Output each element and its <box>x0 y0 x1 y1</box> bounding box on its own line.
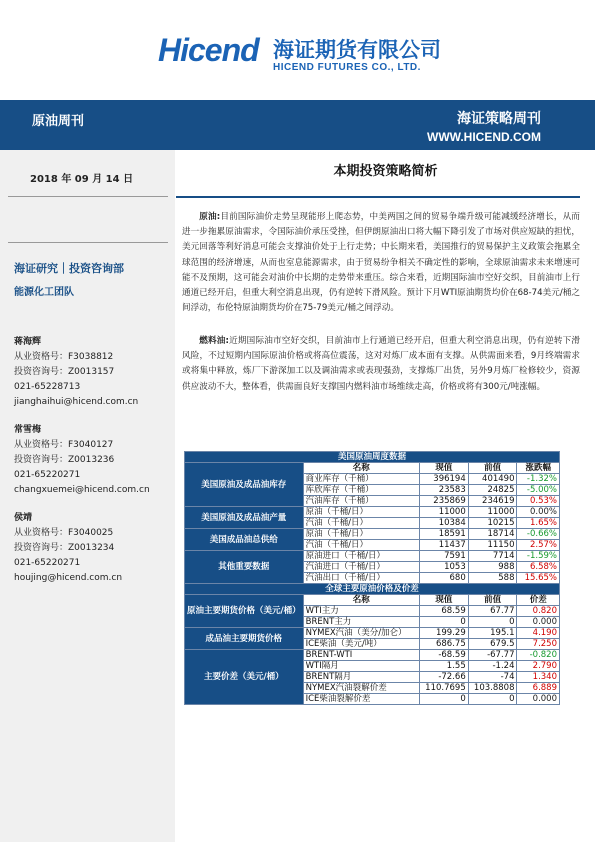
analyst-phone: 021-65220271 <box>14 470 81 480</box>
page-header <box>0 0 595 100</box>
row-name: 原油（千桶/日） <box>303 529 419 540</box>
analyst-name: 蒋海辉 <box>14 337 42 347</box>
current-value: 110.7695 <box>419 683 468 694</box>
column-header: 名称 <box>303 463 419 474</box>
table-row <box>185 628 560 639</box>
change-value: 6.58% <box>517 562 560 573</box>
section-title: 美国原油周度数据 <box>185 452 560 463</box>
row-name: 汽油库存（千桶） <box>303 496 419 507</box>
analyst-consult-id: 投资咨询号：Z0013236 <box>14 455 115 465</box>
analyst-card <box>14 423 150 498</box>
table-section-header <box>185 584 560 595</box>
previous-value: 234619 <box>468 496 517 507</box>
row-name: 汽油（千桶/日） <box>303 518 419 529</box>
current-value: 199.29 <box>419 628 468 639</box>
previous-value: -67.77 <box>468 650 517 661</box>
analyst-consult-id: 投资咨询号：Z0013157 <box>14 367 115 377</box>
row-name: BRENT-WTI <box>303 650 419 661</box>
column-header: 价差 <box>517 595 560 606</box>
analyst-email[interactable]: houjing@hicend.com.cn <box>14 573 123 583</box>
previous-value: 195.1 <box>468 628 517 639</box>
current-value: 18591 <box>419 529 468 540</box>
row-category: 原油主要期货价格（美元/桶） <box>185 595 304 628</box>
sidebar <box>0 150 175 842</box>
change-value: 0.000 <box>517 694 560 705</box>
row-category: 美国原油及成品油库存 <box>185 463 304 507</box>
series-name: 海证策略周刊 <box>457 111 541 127</box>
previous-value: 0 <box>468 694 517 705</box>
table-row <box>185 551 560 562</box>
current-value: 10384 <box>419 518 468 529</box>
current-value: 23583 <box>419 485 468 496</box>
row-name: 商业库存（千桶） <box>303 474 419 485</box>
column-header-row <box>185 463 560 474</box>
row-name: 原油（千桶/日） <box>303 507 419 518</box>
logo-subtitle: HICEND FUTURES CO., LTD. <box>273 62 421 73</box>
change-value: -0.820 <box>517 650 560 661</box>
publish-date: 2018 年 09 月 14 日 <box>30 174 134 185</box>
previous-value: 988 <box>468 562 517 573</box>
previous-value: 11000 <box>468 507 517 518</box>
table-body <box>185 452 560 705</box>
divider <box>176 196 580 198</box>
change-value: 6.889 <box>517 683 560 694</box>
change-value: 0.53% <box>517 496 560 507</box>
current-value: 686.75 <box>419 639 468 650</box>
analyst-phone: 021-65220271 <box>14 558 81 568</box>
change-value: 2.57% <box>517 540 560 551</box>
row-name: 库欣库存（千桶） <box>303 485 419 496</box>
row-name: BRENT隔月 <box>303 672 419 683</box>
change-value: 2.790 <box>517 661 560 672</box>
column-header: 现值 <box>419 595 468 606</box>
analyst-license: 从业资格号：F3038812 <box>14 352 114 362</box>
crude-oil-paragraph <box>182 210 580 316</box>
current-value: 68.59 <box>419 606 468 617</box>
team-name: 能源化工团队 <box>14 287 74 298</box>
analyst-consult-id: 投资咨询号：Z0013234 <box>14 543 115 553</box>
row-name: ICE柴油（美元/吨） <box>303 639 419 650</box>
row-category: 其他重要数据 <box>185 551 304 584</box>
current-value: 396194 <box>419 474 468 485</box>
analyst-card <box>14 335 138 410</box>
previous-value: 0 <box>468 617 517 628</box>
analyst-license: 从业资格号：F3040025 <box>14 528 114 538</box>
change-value: 1.65% <box>517 518 560 529</box>
column-header: 前值 <box>468 463 517 474</box>
previous-value: -74 <box>468 672 517 683</box>
row-name: WTI隔月 <box>303 661 419 672</box>
row-name: 原油进口（千桶/日） <box>303 551 419 562</box>
previous-value: 103.8808 <box>468 683 517 694</box>
change-value: 15.65% <box>517 573 560 584</box>
analyst-email[interactable]: changxuemei@hicend.com.cn <box>14 485 150 495</box>
analyst-name: 常雪梅 <box>14 425 42 435</box>
current-value: 11000 <box>419 507 468 518</box>
change-value: 0.000 <box>517 617 560 628</box>
table-row <box>185 529 560 540</box>
row-category: 美国成品油总供给 <box>185 529 304 551</box>
divider <box>8 196 168 197</box>
previous-value: 67.77 <box>468 606 517 617</box>
oil-data-table <box>184 451 560 705</box>
paragraph-lead: 原油: <box>199 212 221 222</box>
current-value: 235869 <box>419 496 468 507</box>
row-category: 主要价差（美元/桶） <box>185 650 304 705</box>
column-header: 名称 <box>303 595 419 606</box>
previous-value: -1.24 <box>468 661 517 672</box>
department-title: 海证研究｜投资咨询部 <box>14 262 124 275</box>
analyst-license: 从业资格号：F3040127 <box>14 440 114 450</box>
current-value: 680 <box>419 573 468 584</box>
change-value: 0.820 <box>517 606 560 617</box>
row-name: 汽油（千桶/日） <box>303 540 419 551</box>
analyst-email[interactable]: jianghaihui@hicend.com.cn <box>14 397 139 407</box>
current-value: -72.66 <box>419 672 468 683</box>
previous-value: 18714 <box>468 529 517 540</box>
row-name: WTI主力 <box>303 606 419 617</box>
section-title: 全球主要原油价格及价差 <box>185 584 560 595</box>
previous-value: 401490 <box>468 474 517 485</box>
current-value: 1.55 <box>419 661 468 672</box>
change-value: 7.250 <box>517 639 560 650</box>
previous-value: 10215 <box>468 518 517 529</box>
table-row <box>185 507 560 518</box>
previous-value: 588 <box>468 573 517 584</box>
row-name: ICE柴油裂解价差 <box>303 694 419 705</box>
row-name: BRENT主力 <box>303 617 419 628</box>
current-value: 1053 <box>419 562 468 573</box>
paragraph-body: 近期国际油市空好交织，目前油市上行通道已经开启，但重大利空消息出现，仍有逆转下滑风险，不过短期内国际原油价格或将高位震荡，这对对炼厂成本面有支撑。从供需面来看，9月终端需求或将集中释放，炼厂下游深加工以及调油需求或表现强劲，支撑炼厂出货，另外9月炼厂检修较少，资源供应波动不大，整体看，供需面良好支撑国内燃料油市场维续走高，价格或将有300元/吨涨幅。 <box>182 336 580 392</box>
previous-value: 7714 <box>468 551 517 562</box>
row-name: NYMEX汽油裂解价差 <box>303 683 419 694</box>
divider <box>8 242 168 243</box>
previous-value: 11150 <box>468 540 517 551</box>
paragraph-lead: 燃料油: <box>199 336 229 346</box>
paragraph-body: 目前国际油价走势呈现能形上爬态势，中美两国之间的贸易争端升级可能减缓经济增长，从而进一步拖累原油需求，令国际油价承压受挫，但伊朗原油出口将大幅下降引发了市场对供应短缺的担忧，美元回落等利好消息可能会支撑油价处于上行走势；中长期来看，美国推行的贸易保护主义政策会拖累全球范围的经济增速，从而也室息能源需求，由于贸易纷争相关不确定性的影响，全球原油需求未来增速可能不及预期，这可能会对油价中长期的走势带来重压。综合来看，近期国际油市空好交织，目前油市上行通道已经开启，但重大利空消息出现，仍有逆转下滑风险。预计下月WTI原油期货均价在68-74美元/桶之间浮动，布伦特原油期货均价在75-79美元/桶之间浮动。 <box>182 212 580 314</box>
change-value: 0.00% <box>517 507 560 518</box>
website-link[interactable]: WWW.HICEND.COM <box>427 130 541 144</box>
column-header: 前值 <box>468 595 517 606</box>
publication-name: 原油周刊 <box>32 114 85 129</box>
previous-value: 24825 <box>468 485 517 496</box>
table-row <box>185 650 560 661</box>
row-name: 汽油进口（千桶/日） <box>303 562 419 573</box>
row-category: 成品油主要期货价格 <box>185 628 304 650</box>
change-value: -1.59% <box>517 551 560 562</box>
current-value: -68.59 <box>419 650 468 661</box>
table-section-header <box>185 452 560 463</box>
analyst-card <box>14 511 122 586</box>
row-name: 汽油出口（千桶/日） <box>303 573 419 584</box>
current-value: 0 <box>419 617 468 628</box>
row-name: NYMEX汽油（美分/加仑） <box>303 628 419 639</box>
logo-text-en: Hicend <box>158 32 259 68</box>
current-value: 0 <box>419 694 468 705</box>
column-header: 现值 <box>419 463 468 474</box>
change-value: 4.190 <box>517 628 560 639</box>
change-value: 1.340 <box>517 672 560 683</box>
change-value: -0.66% <box>517 529 560 540</box>
previous-value: 679.5 <box>468 639 517 650</box>
page-title: 本期投资策略简析 <box>333 164 438 179</box>
title-banner <box>0 100 595 150</box>
analyst-phone: 021-65228713 <box>14 382 81 392</box>
column-header-row <box>185 595 560 606</box>
fuel-oil-paragraph <box>182 334 580 395</box>
analyst-name: 侯靖 <box>14 513 33 523</box>
row-category: 美国原油及成品油产量 <box>185 507 304 529</box>
change-value: -1.32% <box>517 474 560 485</box>
section-heading <box>176 160 595 179</box>
current-value: 11437 <box>419 540 468 551</box>
logo-text-cn: 海证期货有限公司 <box>273 38 441 62</box>
column-header: 涨跌幅 <box>517 463 560 474</box>
current-value: 7591 <box>419 551 468 562</box>
change-value: -5.00% <box>517 485 560 496</box>
